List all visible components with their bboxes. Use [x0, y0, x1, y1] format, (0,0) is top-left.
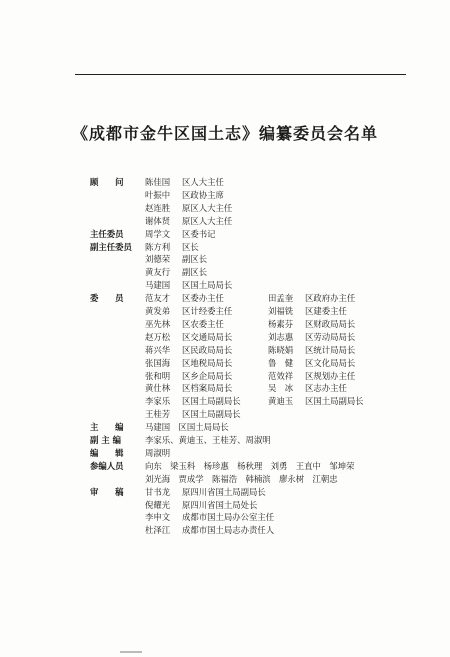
- member-title: 区志办主任: [305, 383, 347, 394]
- member-title: 成都市国土局志办责任人: [182, 525, 275, 536]
- section-role: 副主任委员: [90, 241, 132, 252]
- member-title: 区规划办主任: [305, 370, 356, 381]
- section-role: 主任委员: [90, 228, 124, 239]
- member-title: 区财政局局长: [305, 318, 356, 329]
- member-title: 副区长: [182, 267, 208, 278]
- member-name: 黄仕林: [145, 383, 171, 394]
- member-name: 田孟奎: [268, 293, 294, 304]
- member-name: 刘志惠: [268, 331, 294, 342]
- member-name: 杜泽江: [145, 525, 171, 536]
- member-title: 区民政局局长: [182, 344, 233, 355]
- member-name: 黄友行: [145, 267, 171, 278]
- member-name: 陈佳国: [145, 177, 171, 187]
- section-role: 主 编: [90, 422, 124, 433]
- member-title: 区建委主任: [305, 306, 347, 316]
- section-text: 马建国 区国土局局长: [145, 422, 229, 433]
- contributor-line: 刘光海 贾成学 陈福浩 韩楠滨 廖永树 江朝忠: [145, 473, 338, 484]
- member-name: 黄发弟: [145, 306, 171, 316]
- member-name: 黄迪玉: [268, 396, 294, 407]
- section-role: 参编人员: [90, 460, 124, 471]
- member-title: 区政协主席: [182, 189, 224, 200]
- contributor-line: 向东 梁玉科 杨珍惠 杨秋理 刘勇 王直中 邹坤荣: [145, 460, 355, 471]
- member-title: 区国土局副局长: [182, 396, 241, 407]
- member-title: 区计经委主任: [182, 306, 233, 316]
- member-title: 副区长: [182, 254, 208, 265]
- member-name: 周学文: [145, 228, 171, 239]
- member-title: 区长: [182, 241, 199, 252]
- member-title: 区政府办主任: [305, 293, 356, 304]
- member-name: 李申文: [145, 512, 171, 523]
- member-title: 区档案局局长: [182, 383, 233, 394]
- member-title: 区国土局副局长: [305, 396, 364, 407]
- member-title: 区地税局局长: [182, 357, 233, 368]
- member-name: 倪耀光: [145, 499, 171, 510]
- member-name: 杨素芬: [268, 318, 294, 329]
- member-name: 陈方利: [145, 241, 171, 252]
- page-title: 《成都市金牛区国土志》编纂委员会名单: [71, 124, 378, 143]
- top-rule: [75, 74, 406, 75]
- member-name: 范效祥: [268, 370, 294, 381]
- member-title: 区乡企局局长: [182, 370, 233, 381]
- member-title: 区交通局局长: [182, 331, 233, 342]
- section-role: 委 员: [90, 293, 124, 304]
- member-name: 陈晓娟: [268, 344, 294, 355]
- member-name: 蒋兴华: [145, 344, 171, 355]
- member-name: 鲁 健: [268, 357, 294, 368]
- member-name: 赵连胜: [145, 202, 171, 213]
- member-name: 甘书龙: [145, 486, 171, 497]
- member-name: 巫先林: [145, 318, 171, 329]
- member-title: 区人大主任: [182, 177, 224, 187]
- section-role: 编 辑: [90, 447, 124, 458]
- member-name: 刘福铣: [268, 306, 294, 316]
- member-name: 张和明: [145, 370, 171, 381]
- member-title: 区劳动局局长: [305, 331, 356, 342]
- member-name: 刘德荣: [145, 254, 171, 265]
- member-name: 李家乐: [145, 396, 171, 407]
- member-name: 赵万松: [145, 331, 171, 342]
- member-title: 区国土局副局长: [182, 409, 241, 420]
- member-title: 成都市国土局办公室主任: [182, 512, 275, 523]
- member-name: 吴 冰: [268, 383, 294, 394]
- member-title: 区国土局局长: [182, 280, 233, 291]
- member-name: 范友才: [145, 293, 171, 304]
- member-name: 张国海: [145, 357, 171, 368]
- member-name: 谢体贤: [145, 215, 171, 226]
- section-role: 顾 问: [90, 177, 124, 187]
- section-text: 李家乐、黄迪玉、王桂芳、周淑明: [145, 435, 271, 445]
- member-title: 区统计局局长: [305, 344, 356, 355]
- member-title: 区文化局局长: [305, 357, 356, 368]
- member-title: 区委书记: [182, 228, 216, 239]
- member-title: 原区人大主任: [182, 215, 233, 226]
- member-name: 叶振中: [145, 189, 171, 200]
- section-text: 周淑明: [145, 447, 171, 458]
- member-title: 区委办主任: [182, 293, 224, 304]
- member-name: 马建国: [145, 280, 171, 291]
- member-title: 原四川省国土局副局长: [182, 486, 266, 497]
- section-role: 审 稿: [90, 486, 124, 497]
- member-title: 区农委主任: [182, 318, 224, 329]
- section-role: 副 主 编: [90, 435, 121, 445]
- member-title: 原四川省国土局处长: [182, 499, 258, 510]
- page-bottom-mark: [120, 651, 142, 653]
- member-name: 王桂芳: [145, 409, 171, 420]
- member-title: 原区人大主任: [182, 202, 233, 213]
